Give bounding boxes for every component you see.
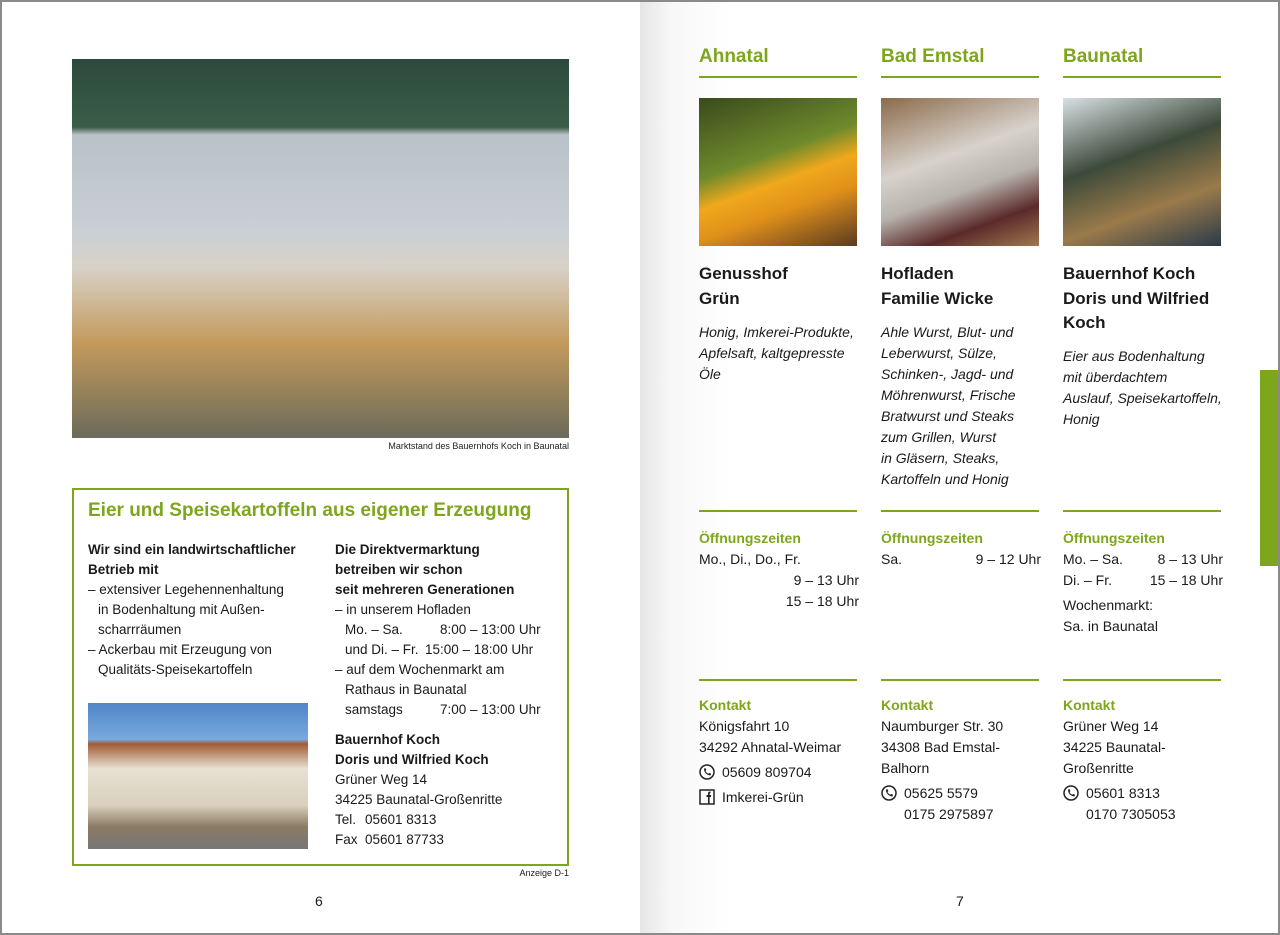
text: 05625 5579	[904, 785, 978, 801]
text: Bratwurst und Steaks	[881, 408, 1015, 424]
address-line: 34225 Baunatal-	[1063, 739, 1166, 755]
text: Imkerei-Grün	[722, 789, 804, 805]
text: 8 – 13 Uhr	[1157, 551, 1223, 567]
text: Mo. – Sa.	[1063, 551, 1123, 567]
text: 05601 87733	[365, 832, 444, 847]
ad-title: Eier und Speisekartoffeln aus eigener Erzeugung	[88, 500, 532, 521]
text: Koch	[1063, 313, 1106, 332]
phone-link[interactable]	[699, 762, 859, 783]
text: Bauernhof Koch	[335, 732, 441, 747]
town-heading: Ahnatal	[699, 46, 857, 78]
text: Doris und Wilfried Koch	[335, 752, 489, 767]
text: Rathaus in Baunatal	[345, 682, 467, 697]
producer-name	[1063, 262, 1233, 336]
contact-section	[699, 695, 859, 808]
divider	[1063, 510, 1221, 512]
phone-link[interactable]	[1063, 804, 1223, 825]
page-number: 7	[956, 893, 964, 909]
divider	[699, 679, 857, 681]
phone-icon	[881, 785, 897, 801]
section-tab-marker	[1260, 370, 1278, 566]
text: 15:00 – 18:00 Uhr	[425, 642, 534, 657]
text: 9 – 12 Uhr	[975, 551, 1041, 567]
text: 15 – 18 Uhr	[785, 593, 859, 609]
opening-hours	[1063, 528, 1223, 637]
text: 15 – 18 Uhr	[1149, 572, 1223, 588]
ad-label: Anzeige D-1	[519, 868, 569, 878]
address-line: 34308 Bad Emstal-	[881, 739, 1001, 755]
text: 8:00 – 13:00 Uhr	[440, 622, 541, 637]
text: Möhrenwurst, Frische	[881, 387, 1016, 403]
text: Grün	[699, 288, 740, 308]
town-heading: Baunatal	[1063, 46, 1221, 78]
hours-row	[335, 700, 575, 720]
product-description	[881, 322, 1051, 490]
text: in Gläsern, Steaks,	[881, 450, 1000, 466]
address-line: Naumburger Str. 30	[881, 718, 1004, 734]
page-number: 6	[315, 893, 323, 909]
text: Apfelsaft, kaltgepresste	[699, 345, 845, 361]
text: und Di. – Fr.	[345, 642, 419, 657]
divider	[881, 679, 1039, 681]
divider	[699, 510, 857, 512]
text: Kartoffeln und Honig	[881, 471, 1009, 487]
hours-heading: Öffnungszeiten	[881, 530, 983, 546]
tel-row	[335, 810, 575, 830]
fax-row	[335, 830, 575, 850]
producer-photo	[699, 98, 857, 246]
text: Sa. in Baunatal	[1063, 618, 1158, 634]
text: Die Direktvermarktung	[335, 542, 480, 557]
phone-icon	[1063, 785, 1079, 801]
photo-caption: Marktstand des Bauernhofs Koch in Baunatal	[388, 441, 569, 451]
text: Honig, Imkerei-Produkte,	[699, 324, 854, 340]
address-line: Königsfahrt 10	[699, 718, 790, 734]
text: in Bodenhaltung mit Außen-	[98, 602, 265, 617]
text: Tel.	[335, 812, 357, 827]
text: 34225 Baunatal-Großenritte	[335, 792, 503, 807]
page-7	[640, 0, 1280, 935]
text: 05609 809704	[722, 764, 812, 780]
divider	[1063, 679, 1221, 681]
text: samstags	[345, 702, 403, 717]
text: mit überdachtem	[1063, 369, 1168, 385]
text: Honig	[1063, 411, 1100, 427]
text: Doris und Wilfried	[1063, 288, 1210, 308]
contact-heading: Kontakt	[1063, 697, 1116, 713]
text: Genusshof	[699, 264, 788, 283]
text: Mo., Di., Do., Fr.	[699, 551, 801, 567]
text: – Ackerbau mit Erzeugung von	[88, 642, 272, 657]
producer-name	[881, 262, 1051, 311]
product-description	[699, 322, 869, 385]
producer-photo	[1063, 98, 1221, 246]
text: 05601 8313	[1086, 785, 1160, 801]
text: zum Grillen, Wurst	[881, 429, 997, 445]
text: – extensiver Legehennenhaltung	[88, 582, 284, 597]
text: Mo. – Sa.	[345, 622, 403, 637]
hours-row	[335, 620, 575, 640]
text: Bauernhof Koch	[1063, 264, 1196, 283]
text: – in unserem Hofladen	[335, 602, 471, 617]
phone-link[interactable]	[881, 783, 1041, 804]
text: Di. – Fr.	[1063, 572, 1113, 588]
phone-link[interactable]	[881, 804, 1041, 825]
text: Sa.	[881, 551, 903, 567]
hours-row	[1063, 570, 1223, 591]
divider	[881, 510, 1039, 512]
text: Hofladen	[881, 264, 954, 283]
text: Familie Wicke	[881, 288, 994, 308]
producer-name	[699, 262, 869, 311]
opening-hours	[699, 528, 859, 612]
contact-heading: Kontakt	[881, 697, 934, 713]
address-line: Balhorn	[881, 760, 930, 776]
text: Grüner Weg 14	[335, 772, 428, 787]
text: Qualitäts-Speisekartoffeln	[98, 662, 253, 677]
address-line: Grüner Weg 14	[1063, 718, 1159, 734]
phone-icon	[699, 764, 715, 780]
producer-photo	[881, 98, 1039, 246]
text: Auslauf, Speisekartoffeln,	[1063, 390, 1222, 406]
contact-heading: Kontakt	[699, 697, 752, 713]
text: Wir sind ein landwirtschaftlicher	[88, 542, 296, 557]
hours-row	[881, 549, 1041, 570]
ad-column-1	[88, 540, 328, 680]
text: seit mehreren Generationen	[335, 582, 515, 597]
address-line: 34292 Ahnatal-Weimar	[699, 739, 842, 755]
product-description	[1063, 346, 1233, 430]
text: Ahle Wurst, Blut- und	[881, 324, 1014, 340]
contact-section	[881, 695, 1041, 825]
market-stand-photo	[72, 59, 569, 438]
address-line: Großenritte	[1063, 760, 1134, 776]
farmhouse-photo	[88, 703, 308, 849]
text: – auf dem Wochenmarkt am	[335, 662, 505, 677]
hours-row	[1063, 549, 1223, 570]
advertisement-box	[72, 488, 569, 866]
text: Fax	[335, 832, 358, 847]
town-heading: Bad Emstal	[881, 46, 1039, 78]
opening-hours	[881, 528, 1041, 570]
hours-heading: Öffnungszeiten	[1063, 530, 1165, 546]
text: 05601 8313	[365, 812, 437, 827]
hours-row	[335, 640, 575, 660]
text: Leberwurst, Sülze,	[881, 345, 997, 361]
text: scharrräumen	[98, 622, 182, 637]
text: 0170 7305053	[1086, 806, 1176, 822]
contact-section	[1063, 695, 1223, 825]
facebook-icon	[699, 789, 715, 805]
text: 9 – 13 Uhr	[793, 572, 859, 588]
text: Öle	[699, 366, 721, 382]
ad-column-2	[335, 540, 575, 850]
hours-heading: Öffnungszeiten	[699, 530, 801, 546]
facebook-link[interactable]	[699, 787, 859, 808]
text: Schinken-, Jagd- und	[881, 366, 1014, 382]
text: 0175 2975897	[904, 806, 994, 822]
text: Betrieb mit	[88, 562, 159, 577]
text: 7:00 – 13:00 Uhr	[440, 702, 541, 717]
text: Eier aus Bodenhaltung	[1063, 348, 1205, 364]
text: Wochenmarkt:	[1063, 597, 1153, 613]
text: betreiben wir schon	[335, 562, 463, 577]
phone-link[interactable]	[1063, 783, 1223, 804]
